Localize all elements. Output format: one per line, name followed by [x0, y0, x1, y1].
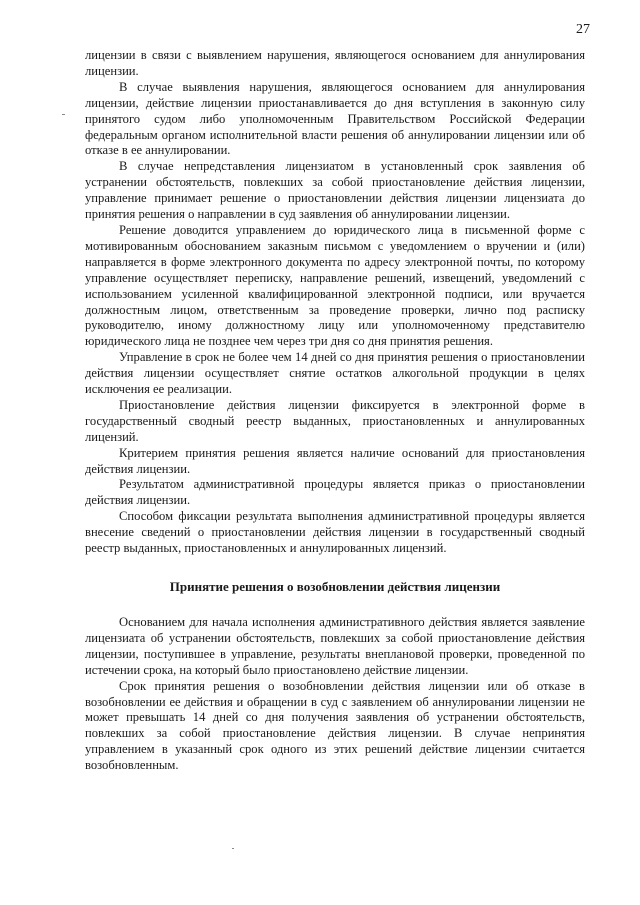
paragraphs-before-heading	[85, 48, 585, 557]
paragraph: Способом фиксации результата выполнения административной процедуры является внесение сведений о приостановлении действия лицензии в государственный сводный реестр выданных, приостановленных и аннулированных лицензий.	[85, 509, 585, 556]
page-number: 27	[576, 22, 590, 37]
paragraphs-after-heading	[85, 615, 585, 774]
paragraph: Срок принятия решения о возобновлении действия лицензии или об отказе в возобновлении ее действия и обращении в суд с заявлением об аннулировании лицензии не может превышать 14 дней со дня получения заявления об устранении обстоятельств, повлекших за собой приостановление действия лицензии. В случае непринятия управлением в указанный срок одного из этих решений действие лицензии считается возобновленным.	[85, 678, 585, 773]
paragraph: Основанием для начала исполнения административного действия является заявление лицензиата об устранении обстоятельств, повлекших за собой приостановление действия лицензии, поступившее в управление, результаты внеплановой проверки, проведенной по истечении срока, на который было приостановлено действие лицензии.	[85, 615, 585, 677]
scan-mark	[62, 114, 65, 115]
scan-mark	[232, 848, 234, 849]
paragraph: Приостановление действия лицензии фиксируется в электронной форме в государственный сводный реестр выданных, приостановленных и аннулированных лицензий.	[85, 397, 585, 444]
section-heading: Принятие решения о возобновлении действия лицензии	[169, 579, 501, 594]
paragraph: Решение доводится управлением до юридического лица в письменной форме с мотивированным обоснованием заказным письмом с уведомлением о вручении и (или) направляется в форме электронного документа по адресу электронной почты, по которому управление осуществляет переписку, направление решений, извещений, уведомлений с использованием усиленной квалифицированной электронной подписи, или вручается должностным лицом, ответственным за проведение проверки, лично под расписку руководителю, иному должностному лицу или уполномоченному представителю юридического лица не позднее чем через три дня со дня принятия решения.	[85, 222, 585, 349]
document-body	[85, 48, 585, 774]
paragraph: Критерием принятия решения является наличие оснований для приостановления действия лицензии.	[85, 445, 585, 476]
paragraph: В случае непредставления лицензиатом в установленный срок заявления об устранении обстоятельств, повлекших за собой приостановление действия лицензии, управление принимает решение о приостановлении действия лицензии лицензиата до принятия решения о направлении в суд заявления об аннулировании лицензии.	[85, 159, 585, 222]
paragraph: Результатом административной процедуры является приказ о приостановлении действия лицензии.	[85, 477, 585, 508]
paragraph: лицензии в связи с выявлением нарушения, являющегося основанием для аннулирования лицензии.	[85, 48, 585, 78]
paragraph: В случае выявления нарушения, являющегося основанием для аннулирования лицензии, действие лицензии приостанавливается до дня вступления в законную силу принятого судом либо уполномоченным Правительством Российской Федерации федеральным органом исполнительной власти решения об аннулировании лицензии или об отказе в ее аннулировании.	[85, 79, 585, 158]
paragraph: Управление в срок не более чем 14 дней со дня принятия решения о приостановлении действия лицензии осуществляет снятие остатков алкогольной продукции в целях исключения ее реализации.	[85, 350, 585, 397]
